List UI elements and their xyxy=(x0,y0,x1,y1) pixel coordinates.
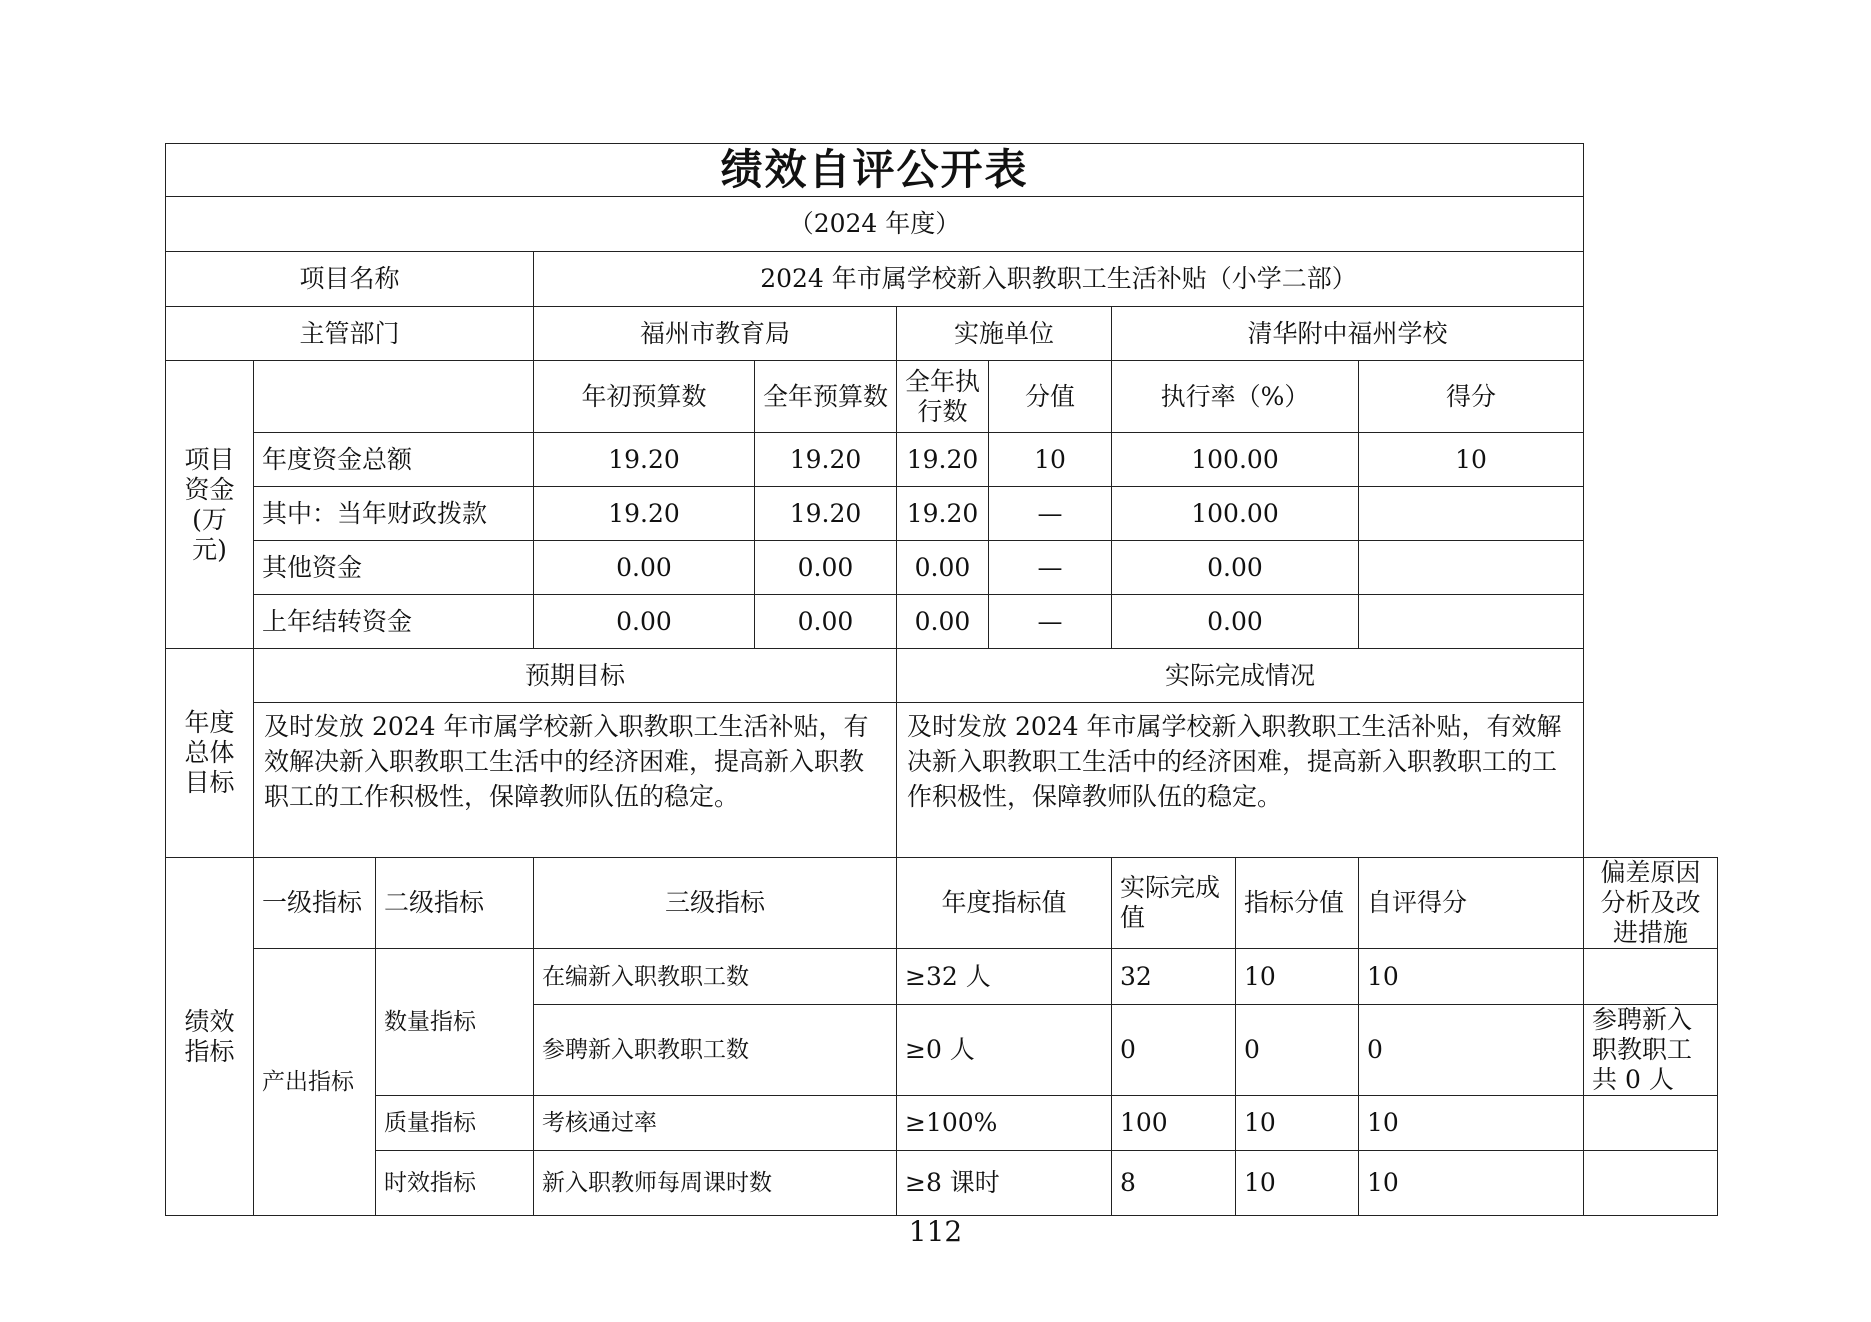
perf-level1-output: 产出指标 xyxy=(254,949,376,1216)
expected-goal-label: 预期目标 xyxy=(254,649,897,703)
perf-level2-timeliness: 时效指标 xyxy=(376,1151,534,1216)
funds-row xyxy=(166,487,1718,541)
funds-cell-score xyxy=(1359,487,1584,541)
funds-header-rate: 执行率（%） xyxy=(1112,361,1359,433)
perf-deviation: 参聘新入职教职工共 0 人 xyxy=(1584,1005,1718,1096)
performance-evaluation-table xyxy=(165,143,1718,1216)
perf-actual: 100 xyxy=(1112,1096,1236,1151)
funds-row xyxy=(166,433,1718,487)
funds-cell-initial: 19.20 xyxy=(534,487,755,541)
funds-header-score: 得分 xyxy=(1359,361,1584,433)
perf-header-self-score: 自评得分 xyxy=(1359,858,1584,949)
funds-cell-executed: 19.20 xyxy=(897,433,989,487)
funds-cell-executed: 0.00 xyxy=(897,541,989,595)
perf-self-score: 10 xyxy=(1359,949,1584,1005)
funds-side-line: 元) xyxy=(192,534,227,564)
funds-cell-annual: 19.20 xyxy=(755,487,897,541)
goals-side-line: 总体 xyxy=(184,738,235,767)
perf-header-deviation: 偏差原因分析及改进措施 xyxy=(1584,858,1718,949)
funds-header-initial: 年初预算数 xyxy=(534,361,755,433)
funds-row xyxy=(166,595,1718,649)
goals-side-line: 年度 xyxy=(184,708,235,737)
perf-level3: 参聘新入职教职工数 xyxy=(534,1005,897,1096)
funds-side-line: (万 xyxy=(192,504,227,534)
funds-cell-initial: 0.00 xyxy=(534,541,755,595)
actual-goal-text: 及时发放 2024 年市属学校新入职教职工生活补贴，有效解决新入职教职工生活中的经济困难，提高新入职教职工的工作积极性，保障教师队伍的稳定。 xyxy=(897,703,1584,858)
goals-side-label xyxy=(166,649,254,858)
funds-cell-score-value: 10 xyxy=(989,433,1112,487)
perf-header-weight: 指标分值 xyxy=(1236,858,1359,949)
performance-row xyxy=(166,949,1718,1005)
perf-target: ≥100% xyxy=(897,1096,1112,1151)
unit-label: 实施单位 xyxy=(897,307,1112,361)
perf-actual: 8 xyxy=(1112,1151,1236,1216)
funds-cell-rate: 0.00 xyxy=(1112,595,1359,649)
perf-actual: 0 xyxy=(1112,1005,1236,1096)
funds-row-label: 年度资金总额 xyxy=(254,433,534,487)
table-title: 绩效自评公开表 xyxy=(166,144,1584,197)
funds-cell-score-value: — xyxy=(989,595,1112,649)
perf-actual: 32 xyxy=(1112,949,1236,1005)
funds-cell-annual: 0.00 xyxy=(755,541,897,595)
perf-level2-quantity: 数量指标 xyxy=(376,949,534,1096)
funds-cell-initial: 0.00 xyxy=(534,595,755,649)
perf-self-score: 0 xyxy=(1359,1005,1584,1096)
project-name-label: 项目名称 xyxy=(166,252,534,307)
funds-side-line: 项目 xyxy=(184,444,235,474)
perf-deviation xyxy=(1584,1096,1718,1151)
perf-weight: 10 xyxy=(1236,949,1359,1005)
funds-cell-annual: 19.20 xyxy=(755,433,897,487)
funds-header-executed: 全年执行数 xyxy=(897,361,989,433)
performance-side-line: 绩效 xyxy=(184,1006,235,1036)
perf-header-target: 年度指标值 xyxy=(897,858,1112,949)
perf-target: ≥8 课时 xyxy=(897,1151,1112,1216)
perf-header-actual: 实际完成值 xyxy=(1112,858,1236,949)
perf-level3: 新入职教师每周课时数 xyxy=(534,1151,897,1216)
perf-self-score: 10 xyxy=(1359,1151,1584,1216)
performance-row xyxy=(166,1151,1718,1216)
funds-cell-score xyxy=(1359,595,1584,649)
funds-header-score-value: 分值 xyxy=(989,361,1112,433)
perf-level3: 考核通过率 xyxy=(534,1096,897,1151)
funds-cell-initial: 19.20 xyxy=(534,433,755,487)
funds-cell-annual: 0.00 xyxy=(755,595,897,649)
unit-value: 清华附中福州学校 xyxy=(1112,307,1584,361)
performance-side-label xyxy=(166,858,254,1216)
perf-target: ≥0 人 xyxy=(897,1005,1112,1096)
funds-header-blank xyxy=(254,361,534,433)
perf-header-level1: 一级指标 xyxy=(254,858,376,949)
performance-row xyxy=(166,1096,1718,1151)
page-number: 112 xyxy=(908,1215,963,1248)
perf-self-score: 10 xyxy=(1359,1096,1584,1151)
perf-weight: 0 xyxy=(1236,1005,1359,1096)
funds-cell-executed: 19.20 xyxy=(897,487,989,541)
perf-deviation xyxy=(1584,1151,1718,1216)
actual-goal-label: 实际完成情况 xyxy=(897,649,1584,703)
year-label: （2024 年度） xyxy=(166,197,1584,252)
funds-row-label: 上年结转资金 xyxy=(254,595,534,649)
perf-weight: 10 xyxy=(1236,1096,1359,1151)
performance-side-line: 指标 xyxy=(184,1036,235,1066)
funds-row xyxy=(166,541,1718,595)
perf-level2-quality: 质量指标 xyxy=(376,1096,534,1151)
dept-value: 福州市教育局 xyxy=(534,307,897,361)
funds-cell-score: 10 xyxy=(1359,433,1584,487)
funds-row-label: 其中：当年财政拨款 xyxy=(254,487,534,541)
funds-cell-rate: 100.00 xyxy=(1112,433,1359,487)
funds-cell-score xyxy=(1359,541,1584,595)
project-name-value: 2024 年市属学校新入职教职工生活补贴（小学二部） xyxy=(534,252,1584,307)
funds-side-label xyxy=(166,361,254,649)
perf-level3: 在编新入职教职工数 xyxy=(534,949,897,1005)
funds-header-annual: 全年预算数 xyxy=(755,361,897,433)
perf-target: ≥32 人 xyxy=(897,949,1112,1005)
funds-cell-rate: 0.00 xyxy=(1112,541,1359,595)
funds-cell-executed: 0.00 xyxy=(897,595,989,649)
funds-side-line: 资金 xyxy=(184,474,235,504)
goals-side-line: 目标 xyxy=(184,768,235,797)
expected-goal-text: 及时发放 2024 年市属学校新入职教职工生活补贴，有效解决新入职教职工生活中的经济困难，提高新入职教职工的工作积极性，保障教师队伍的稳定。 xyxy=(254,703,897,858)
perf-header-level3: 三级指标 xyxy=(534,858,897,949)
funds-row-label: 其他资金 xyxy=(254,541,534,595)
funds-cell-rate: 100.00 xyxy=(1112,487,1359,541)
dept-label: 主管部门 xyxy=(166,307,534,361)
perf-weight: 10 xyxy=(1236,1151,1359,1216)
perf-header-level2: 二级指标 xyxy=(376,858,534,949)
perf-deviation xyxy=(1584,949,1718,1005)
funds-cell-score-value: — xyxy=(989,487,1112,541)
funds-cell-score-value: — xyxy=(989,541,1112,595)
